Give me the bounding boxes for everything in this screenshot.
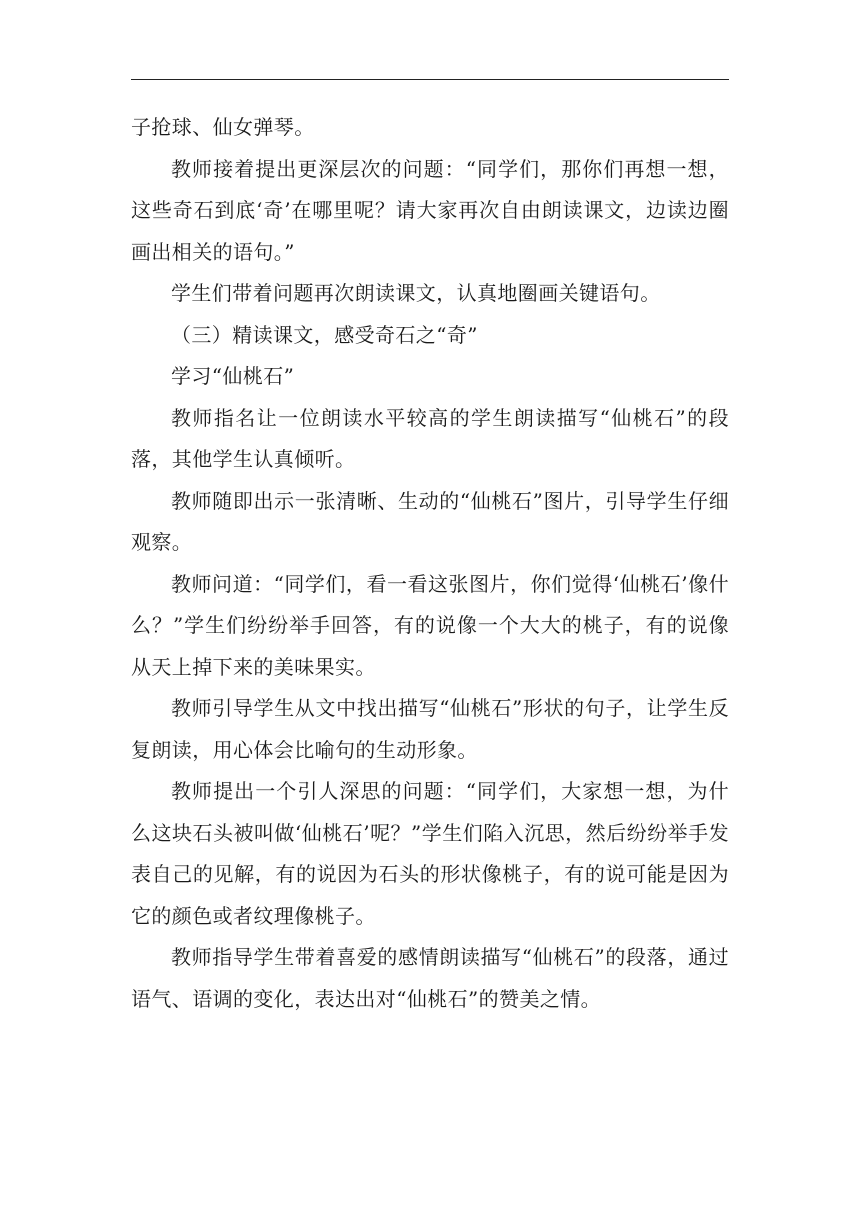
paragraph: 教师接着提出更深层次的问题：“同学们，那你们再想一想，这些奇石到底‘奇’在哪里呢？请大家再次自由朗读课文，边读边圈画出相关的语句。” [131, 156, 729, 264]
paragraph: 教师提出一个引人深思的问题：“同学们，大家想一想，为什么这块石头被叫做‘仙桃石’呢？”学生们陷入沉思，然后纷纷举手发表自己的见解，有的说因为石头的形状像桃子，有的说可能是因为它的颜色或者纹理像桃子。 [131, 779, 729, 928]
document-body [131, 107, 729, 1020]
paragraph: 教师指名让一位朗读水平较高的学生朗读描写“仙桃石”的段落，其他学生认真倾听。 [131, 405, 729, 471]
paragraph: 教师指导学生带着喜爱的感情朗读描写“仙桃石”的段落，通过语气、语调的变化，表达出对“仙桃石”的赞美之情。 [131, 945, 729, 1011]
paragraph-continuation: 子抢球、仙女弹琴。 [131, 115, 315, 139]
paragraph: 教师引导学生从文中找出描写“仙桃石”形状的句子，让学生反复朗读，用心体会比喻句的生动形象。 [131, 696, 729, 762]
paragraph: 教师随即出示一张清晰、生动的“仙桃石”图片，引导学生仔细观察。 [131, 488, 729, 554]
header-rule [131, 79, 729, 80]
paragraph: 教师问道：“同学们，看一看这张图片，你们觉得‘仙桃石’像什么？”学生们纷纷举手回答，有的说像一个大大的桃子，有的说像从天上掉下来的美味果实。 [131, 571, 729, 679]
section-heading: （三）精读课文，感受奇石之“奇” [171, 322, 478, 347]
paragraph: 学生们带着问题再次朗读课文，认真地圈画关键语句。 [171, 281, 661, 305]
subsection-heading: 学习“仙桃石” [171, 364, 295, 388]
